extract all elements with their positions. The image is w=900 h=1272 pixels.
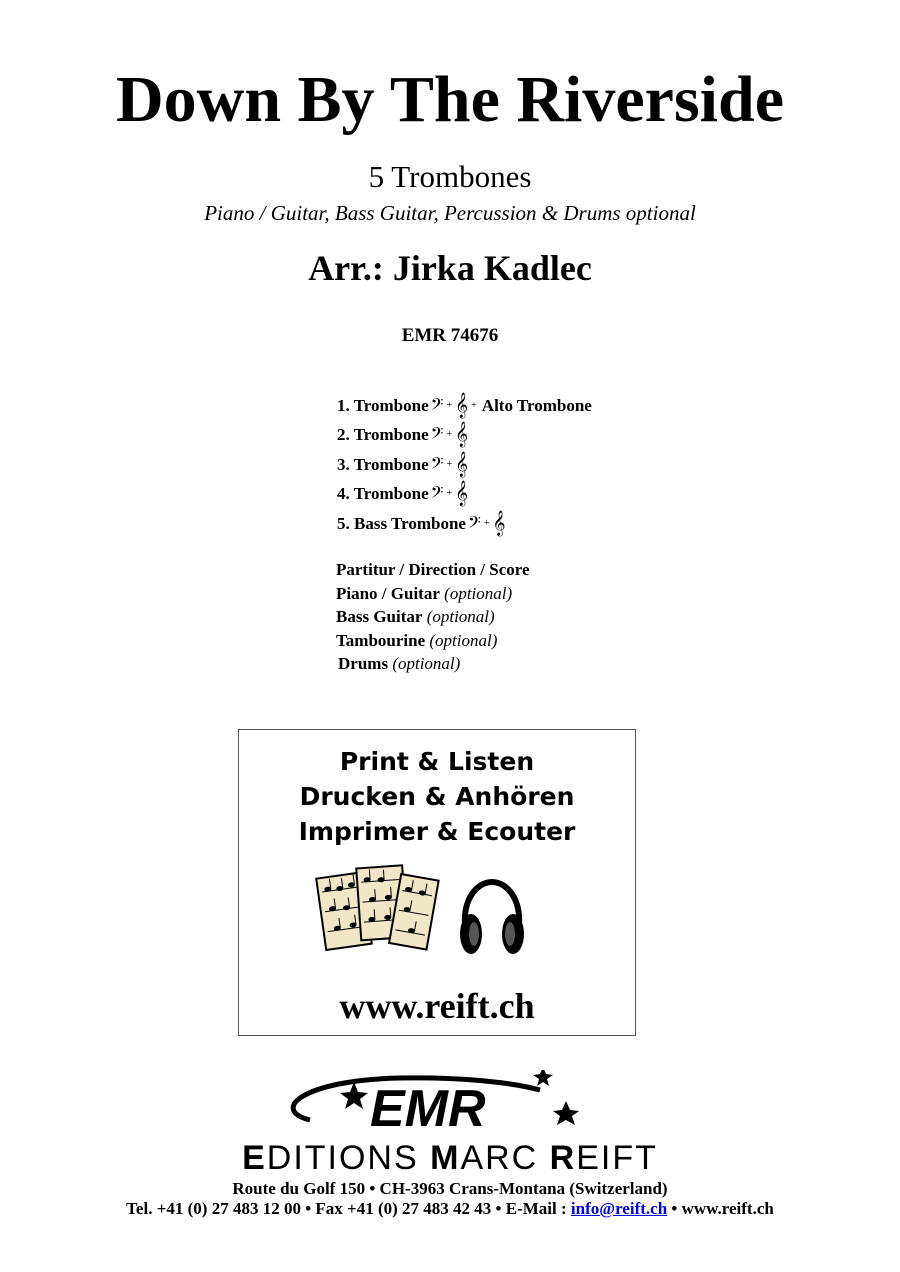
treble-clef-icon: 𝄞 [455,451,469,477]
extra-item [336,558,530,582]
bass-clef-icon: 𝄢 [430,452,444,477]
extras-list [336,558,530,676]
catalog-number: EMR 74676 [401,325,499,346]
plus-sign: + [483,517,490,529]
part-item [337,391,592,421]
print-listen-box [238,729,636,1036]
extra-name: Partitur / Direction / Score [336,560,530,579]
part-item [337,421,592,451]
publisher-address: Route du Golf 150 • CH-3963 Crans-Montana (Switzerland) [232,1179,668,1198]
publisher-initial: E [242,1139,267,1177]
contact-phone-fax: Tel. +41 (0) 27 483 12 00 • Fax +41 (0) 27 483 42 43 • E-Mail : [126,1199,571,1218]
extra-name: Tambourine [336,630,426,650]
part-item [337,450,592,480]
plus-sign: + [446,399,453,411]
extra-note: (optional) [392,654,461,673]
score-title: Down By The Riverside [116,63,784,136]
parts-list [337,391,592,539]
sheet-music-icon [315,861,443,955]
part-label: 2. Trombone [337,425,429,445]
publisher-word: EIFT [576,1139,658,1177]
publisher-initial: M [430,1139,461,1177]
extra-note: (optional) [426,607,495,626]
extra-item [336,582,530,606]
extra-item [336,652,530,676]
part-label: 1. Trombone [337,395,429,415]
promo-line-de: Drucken & Anhören [299,782,575,811]
plus-sign: + [446,488,453,500]
bass-clef-icon: 𝄢 [430,482,444,507]
email-link[interactable]: info@reift.ch [570,1199,668,1218]
part-extra: Alto Trombone [481,395,592,415]
publisher-word: ARC [460,1139,550,1177]
extra-name: Piano / Guitar [336,583,440,603]
extra-item [336,629,530,653]
clef-group [431,422,469,448]
treble-clef-icon: 𝄞 [492,510,506,536]
bass-clef-icon: 𝄢 [467,511,481,536]
treble-clef-icon: 𝄞 [455,422,469,448]
plus-sign: + [471,399,477,411]
score-subtitle: 5 Trombones [368,159,532,194]
promo-url[interactable]: www.reift.ch [339,986,535,1026]
clef-group [431,481,469,507]
bass-clef-icon: 𝄢 [430,393,444,418]
bass-clef-icon: 𝄢 [430,423,444,448]
treble-clef-icon: 𝄞 [455,392,469,418]
emr-logo [240,1070,660,1142]
extra-name: Drums [338,654,389,673]
part-item [337,509,592,539]
part-label: 4. Trombone [337,484,429,504]
plus-sign: + [446,429,453,441]
logo-text: EMR [370,1080,486,1138]
clef-group [431,452,469,478]
publisher-contact [0,1198,900,1220]
publisher-word: DITIONS [266,1139,431,1177]
instrumentation-note: Piano / Guitar, Bass Guitar, Percussion & Drums optional [204,201,696,225]
extra-note: (optional) [429,630,498,650]
promo-line-en: Print & Listen [339,747,535,776]
plus-sign: + [446,458,453,470]
treble-clef-icon: 𝄞 [455,481,469,507]
clef-group [468,511,506,537]
extra-note: (optional) [444,583,513,603]
headphones-icon [457,878,527,960]
clef-group [431,393,480,419]
arranger: Arr.: Jirka Kadlec [308,248,592,288]
publisher-name [0,1138,900,1178]
promo-line-fr: Imprimer & Ecouter [298,817,576,846]
extra-item [336,605,530,629]
part-item [337,480,592,510]
extra-name: Bass Guitar [336,607,423,626]
contact-website: • www.reift.ch [667,1199,774,1218]
part-label: 5. Bass Trombone [337,513,466,533]
publisher-initial: R [549,1139,577,1177]
part-label: 3. Trombone [337,454,429,474]
